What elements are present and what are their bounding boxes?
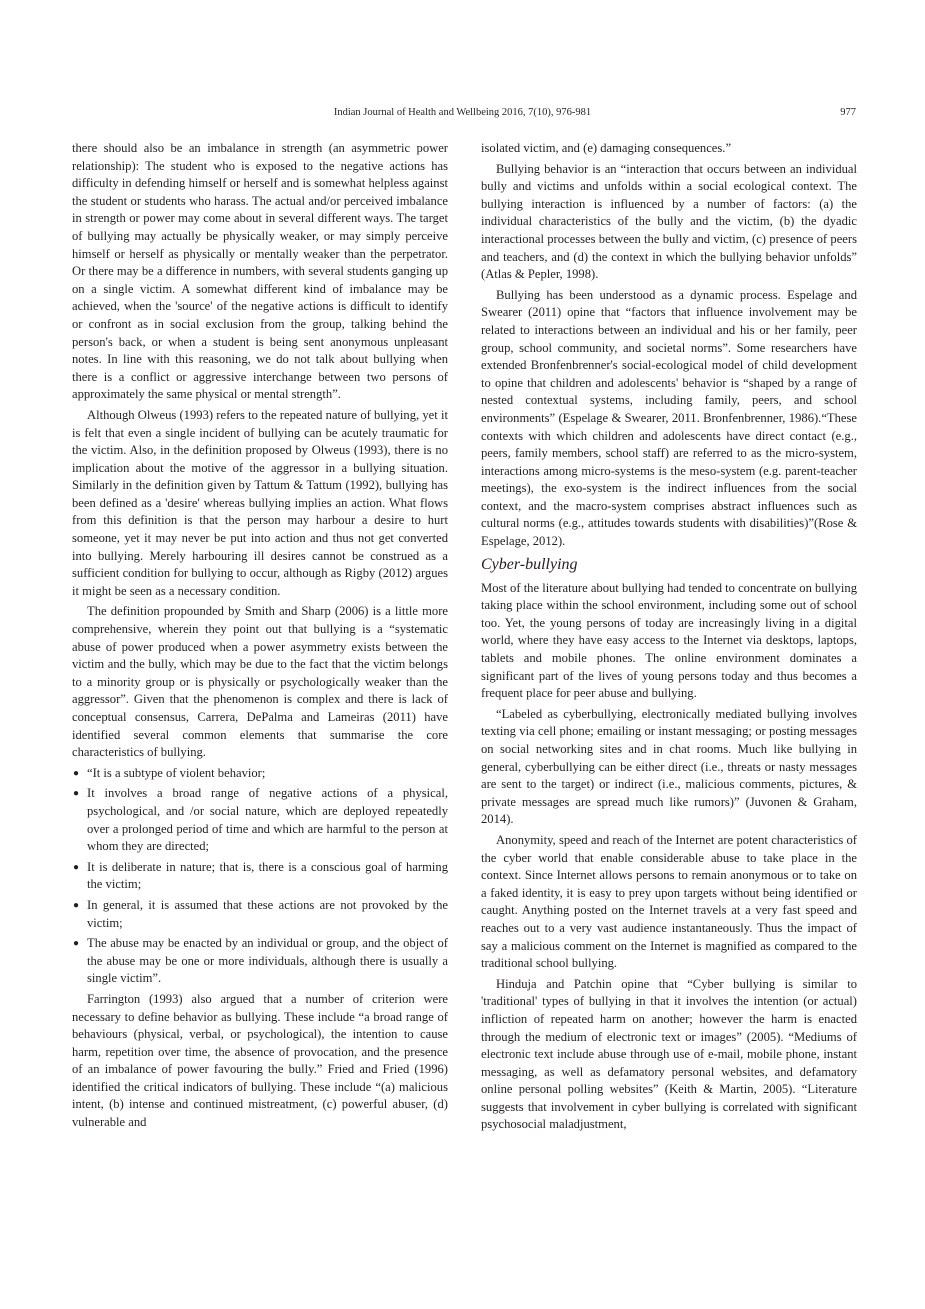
paragraph: Bullying has been understood as a dynamic process. Espelage and Swearer (2011) opine that “factors that influence involvement may be related to interactions between an individual and his or her family, peer group, school community, and societal norms”. Some researchers have extended Bronfenbrenner's social-ecological model of child development to opine that children and adolescents' behavior is “shaped by a range of nested contextual systems, including family, peers, and school environments” (Espelage & Swearer, 2011. Bronfenbrenner, 1986).“These contexts with which children and adolescents have direct contact (e.g., peers, family members, school staff) are referred to as the micro-system, interactions among micro-systems is the meso-system (e.g. parent-teacher meetings), the exo-system is the indirect influences from the social context, and the macro-system comprises abstract influences such as cultural norms (e.g., attitudes towards students with disabilities)”(Rose & Espelage, 2012). bbox=[481, 287, 857, 549]
page-number: 977 bbox=[840, 107, 856, 118]
list-item-text: It is deliberate in nature; that is, there is a conscious goal of harming the victim; bbox=[87, 859, 448, 892]
paragraph: Although Olweus (1993) refers to the repeated nature of bullying, yet it is felt that even a single incident of bullying can be acutely traumatic for the victim. Also, in the definition proposed by Olweus (1993), there is no implication about the motive of the aggressor in a bullying situation. Similarly in the definition given by Tattum & Tattum (1992), bullying has been defined as a 'desire' whereas bullying implies an action. What flows from this definition is that the person may harbour a desire to hurt someone, yet it may never be put into action and thus not get converted into bullying. Merely harbouring ill desires cannot be construed as a sufficient condition for bullying to occur, although as Rigby (2012) argues it might be seen as a necessary condition. bbox=[72, 407, 448, 598]
paragraph: “Labeled as cyberbullying, electronically mediated bullying involves texting via cell phone; emailing or instant messaging; or posting messages on social networking sites and in chat rooms. Much like bullying in general, cyberbullying can be either direct (i.e., threats or nasty messages are sent to the target) or indirect (i.e., malicious comments, pictures, & private messages are spread much like rumors)” (Juvonen & Graham, 2014). bbox=[481, 706, 857, 827]
paragraph: isolated victim, and (e) damaging consequences.” bbox=[481, 141, 732, 155]
list-item bbox=[72, 935, 448, 988]
paragraph: Hinduja and Patchin opine that “Cyber bullying is similar to 'traditional' types of bullying in that it involves the intention (or actual) infliction of repeated harm on another; however the harm is enacted through the medium of electronic text or images” (2005). “Mediums of electronic text include abuse through use of e-mail, mobile phone, instant messaging, as well as defamatory personal websites, and defamatory online personal polling websites” (Keith & Martin, 2005). “Literature suggests that involvement in cyber bullying is correlated with significant psychosocial maladjustment, bbox=[481, 976, 857, 1132]
bullet-icon: ● bbox=[73, 899, 80, 911]
list-item bbox=[72, 785, 448, 855]
list-item bbox=[72, 765, 448, 783]
paragraph: The definition propounded by Smith and Sharp (2006) is a little more comprehensive, wherein they point out that bullying is a “systematic abuse of power produced when a power asymmetry exists between the victim and the bully, which may be due to the fact that the victim belongs to a minority group or is physically or psychologically weaker than the aggressor”. Given that the phenomenon is complex and there is lack of conceptual consensus, Carrera, DePalma and Lameiras (2011) have identified several common elements that summarise the core characteristics of bullying. bbox=[72, 604, 448, 760]
list-item-text: In general, it is assumed that these actions are not provoked by the victim; bbox=[87, 897, 448, 930]
left-column bbox=[72, 140, 448, 1135]
list-item-text: It involves a broad range of negative actions of a physical, psychological, and /or social nature, which are deployed repeatedly over a prolonged period of time and which are harmful to the person at whom they are directed; bbox=[87, 786, 448, 854]
paragraph: Bullying behavior is an “interaction that occurs between an individual bully and victims and unfolds within a social ecological context. The bullying interaction is influenced by a number of factors: (a) the individual characteristics of the bully and the victim, (b) the dyadic interactional processes between the bully and victim, (c) presence of peers and teachers, and (d) the context in which the bullying behavior unfolds” (Atlas & Pepler, 1998). bbox=[481, 161, 857, 282]
list-item bbox=[72, 897, 448, 932]
section-heading: Cyber-bullying bbox=[481, 555, 578, 573]
list-item bbox=[72, 859, 448, 894]
paragraph: Most of the literature about bullying had tended to concentrate on bullying taking place within the school environment, including some out of school too. Yet, the young persons of today are increasingly living in a digital world, where they have easy access to the Internet via desktops, laptops, tablets and mobile phones. The online environment dominates a significant part of the lives of young persons today and thus becomes a frequent place for peer abuse and bullying. bbox=[481, 580, 857, 701]
bullet-icon: ● bbox=[73, 938, 80, 950]
paragraph: Farrington (1993) also argued that a number of criterion were necessary to define behavior as bullying. These include “a broad range of behaviours (physical, verbal, or psychological), the intention to cause harm, repetition over time, the absence of provocation, and the presence of an imbalance of power favouring the bully.” Fried and Fried (1996) identified the critical indicators of bullying. These include “(a) malicious intent, (b) intense and continued mistreatment, (c) powerful abuser, (d) vulnerable and bbox=[72, 991, 448, 1130]
running-header bbox=[0, 107, 925, 123]
journal-citation: Indian Journal of Health and Wellbeing 2016, 7(10), 976-981 bbox=[333, 107, 592, 118]
bullet-icon: ● bbox=[73, 788, 80, 800]
paragraph: Anonymity, speed and reach of the Internet are potent characteristics of the cyber world that enable considerable abuse to take place in the context. Since Internet allows persons to remain anonymous or to take on a faked identity, it is easy to prey upon targets without being identified or caught. Anything posted on the Internet travels at a very fast speed and reaches out to a very vast audience instantaneously. Thus the impact of say a malicious comment on the Internet is magnified as compared to the traditional school bullying. bbox=[481, 832, 857, 971]
list-item-text: “It is a subtype of violent behavior; bbox=[87, 765, 266, 780]
bullet-icon: ● bbox=[73, 767, 80, 779]
bullet-icon: ● bbox=[73, 861, 80, 873]
bullet-list bbox=[72, 765, 448, 988]
right-column bbox=[481, 140, 857, 1137]
paragraph: there should also be an imbalance in strength (an asymmetric power relationship): The student who is exposed to the negative actions has difficulty in defending himself or herself and is somewhat helpless against the student or students who harass. The actual and/or perceived imbalance in strength or power may come about in several different ways. The target of bullying may actually be physically weaker, or may simply perceive himself or herself as physically or mentally weaker than the perpetrator. Or there may be a difference in numbers, with several students ganging up on a single victim. A somewhat different kind of imbalance may be achieved, when the 'source' of the negative actions is difficult to identify or confront as in social exclusion from the group, talking behind the person's back, or when a student is being sent anonymous unpleasant notes. In line with this reasoning, we do not talk about bullying when there is a conflict or aggressive interchange between two persons of approximately the same physical or mental strength”. bbox=[72, 141, 448, 402]
list-item-text: The abuse may be enacted by an individual or group, and the object of the abuse may be one or more individuals, although there is usually a single victim”. bbox=[87, 936, 448, 986]
